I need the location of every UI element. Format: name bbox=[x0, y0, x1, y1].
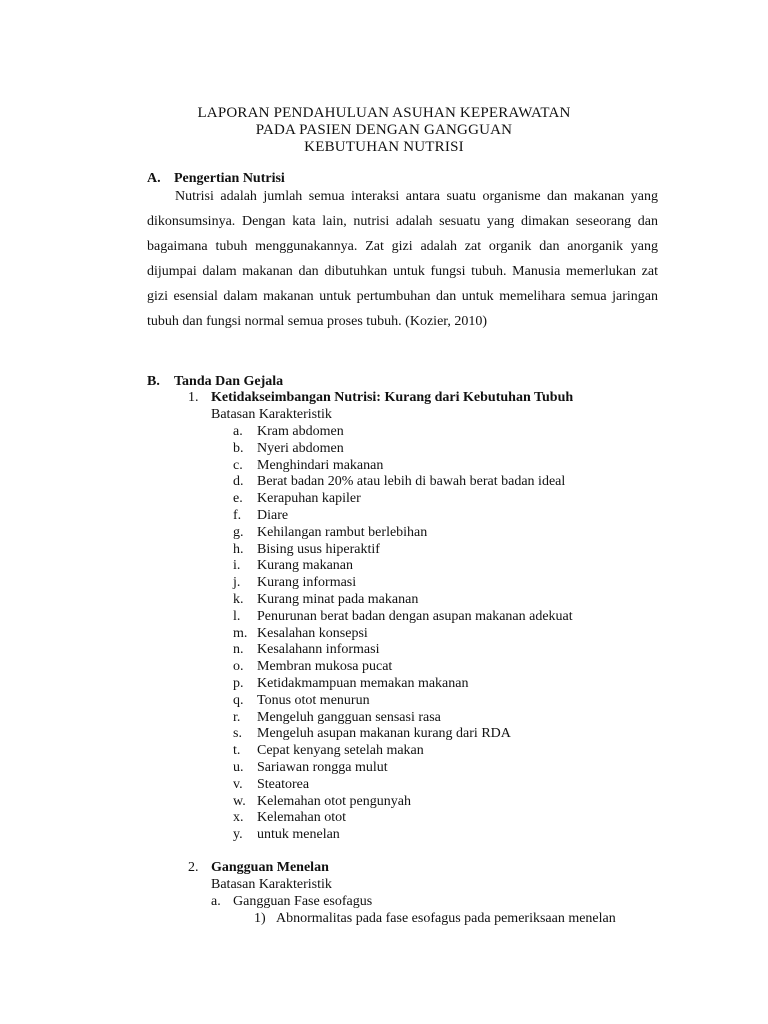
list-item: Kelemahan otot pengunyah bbox=[257, 794, 411, 809]
list-item-letter: n. bbox=[233, 642, 244, 657]
list-item: Membran mukosa pucat bbox=[257, 659, 393, 674]
list-item: Sariawan rongga mulut bbox=[257, 760, 388, 775]
list-item: untuk menelan bbox=[257, 827, 340, 842]
list-item-letter: g. bbox=[233, 525, 244, 540]
list-item: Kelemahan otot bbox=[257, 810, 347, 825]
item2-sub-a-1-text: Abnormalitas pada fase esofagus pada pemeriksaan menelan bbox=[276, 911, 616, 926]
title-line-1: LAPORAN PENDAHULUAN ASUHAN KEPERAWATAN bbox=[197, 105, 571, 121]
title-line-3: KEBUTUHAN NUTRISI bbox=[304, 139, 464, 155]
item1-subtitle: Batasan Karakteristik bbox=[211, 407, 332, 422]
section-b-heading: Tanda Dan Gejala bbox=[174, 374, 284, 389]
list-item: Kesalahann informasi bbox=[257, 642, 380, 657]
item2-subtitle: Batasan Karakteristik bbox=[211, 877, 332, 892]
list-item-letter: l. bbox=[233, 609, 241, 624]
list-item-letter: h. bbox=[233, 542, 244, 557]
section-a-paragraph bbox=[147, 184, 658, 334]
list-item: Kerapuhan kapiler bbox=[257, 491, 361, 506]
list-item-letter: c. bbox=[233, 458, 243, 473]
list-item: Mengeluh gangguan sensasi rasa bbox=[257, 710, 441, 725]
list-item-letter: p. bbox=[233, 676, 244, 691]
list-item: Berat badan 20% atau lebih di bawah berat badan ideal bbox=[257, 474, 566, 489]
list-item-letter: u. bbox=[233, 760, 244, 775]
list-item: Cepat kenyang setelah makan bbox=[257, 743, 424, 758]
list-item: Penurunan berat badan dengan asupan makanan adekuat bbox=[257, 609, 573, 624]
item2-sub-a-1-number: 1) bbox=[254, 911, 266, 926]
list-item-letter: i. bbox=[233, 558, 241, 573]
item2-sub-a-text: Gangguan Fase esofagus bbox=[233, 894, 373, 909]
item2-sub-a-letter: a. bbox=[211, 894, 221, 909]
list-item-letter: w. bbox=[233, 794, 246, 809]
section-a-paragraph-text: Nutrisi adalah jumlah semua interaksi antara suatu organisme dan makanan yang dikonsumsinya. Dengan kata lain, nutrisi adalah sesuatu yang dimakan seseorang dan bagaimana tubuh menggunakannya. Zat gizi adalah zat organik dan anorganik yang dijumpai dalam makanan dan dibutuhkan untuk fungsi tubuh. Manusia memerlukan zat gizi esensial dalam makanan untuk pertumbuhan dan untuk memelihara semua jaringan tubuh dan fungsi normal semua proses tubuh. (Kozier, 2010) bbox=[147, 189, 658, 329]
list-item: Kram abdomen bbox=[257, 424, 344, 439]
list-item-letter: m. bbox=[233, 626, 248, 641]
list-item-letter: a. bbox=[233, 424, 243, 439]
list-item: Mengeluh asupan makanan kurang dari RDA bbox=[257, 726, 511, 741]
list-item-letter: k. bbox=[233, 592, 244, 607]
list-item: Steatorea bbox=[257, 777, 310, 792]
list-item: Menghindari makanan bbox=[257, 458, 384, 473]
item1-title: Ketidakseimbangan Nutrisi: Kurang dari Kebutuhan Tubuh bbox=[211, 390, 574, 405]
list-item-letter: q. bbox=[233, 693, 244, 708]
item2-number: 2. bbox=[188, 860, 199, 875]
section-b-marker: B. bbox=[147, 374, 160, 389]
list-item: Kehilangan rambut berlebihan bbox=[257, 525, 428, 540]
list-item: Kurang minat pada makanan bbox=[257, 592, 419, 607]
list-item-letter: b. bbox=[233, 441, 244, 456]
list-item-letter: e. bbox=[233, 491, 243, 506]
item1-number: 1. bbox=[188, 390, 199, 405]
list-item: Kesalahan konsepsi bbox=[257, 626, 368, 641]
list-item: Kurang informasi bbox=[257, 575, 357, 590]
list-item: Nyeri abdomen bbox=[257, 441, 344, 456]
list-item-letter: f. bbox=[233, 508, 242, 523]
section-a-heading: Pengertian Nutrisi bbox=[174, 171, 285, 186]
list-item-letter: j. bbox=[233, 575, 241, 590]
list-item-letter: s. bbox=[233, 726, 242, 741]
list-item: Ketidakmampuan memakan makanan bbox=[257, 676, 469, 691]
list-item-letter: x. bbox=[233, 810, 244, 825]
list-item: Kurang makanan bbox=[257, 558, 354, 573]
item2-title: Gangguan Menelan bbox=[211, 860, 329, 875]
list-item-letter: r. bbox=[233, 710, 241, 725]
section-a-marker: A. bbox=[147, 171, 161, 186]
list-item-letter: t. bbox=[233, 743, 241, 758]
list-item-letter: d. bbox=[233, 474, 244, 489]
title-line-2: PADA PASIEN DENGAN GANGGUAN bbox=[255, 122, 513, 138]
list-item-letter: y. bbox=[233, 827, 243, 842]
list-item-letter: o. bbox=[233, 659, 244, 674]
list-item: Tonus otot menurun bbox=[257, 693, 370, 708]
list-item: Diare bbox=[257, 508, 289, 523]
list-item: Bising usus hiperaktif bbox=[257, 542, 380, 557]
list-item-letter: v. bbox=[233, 777, 243, 792]
